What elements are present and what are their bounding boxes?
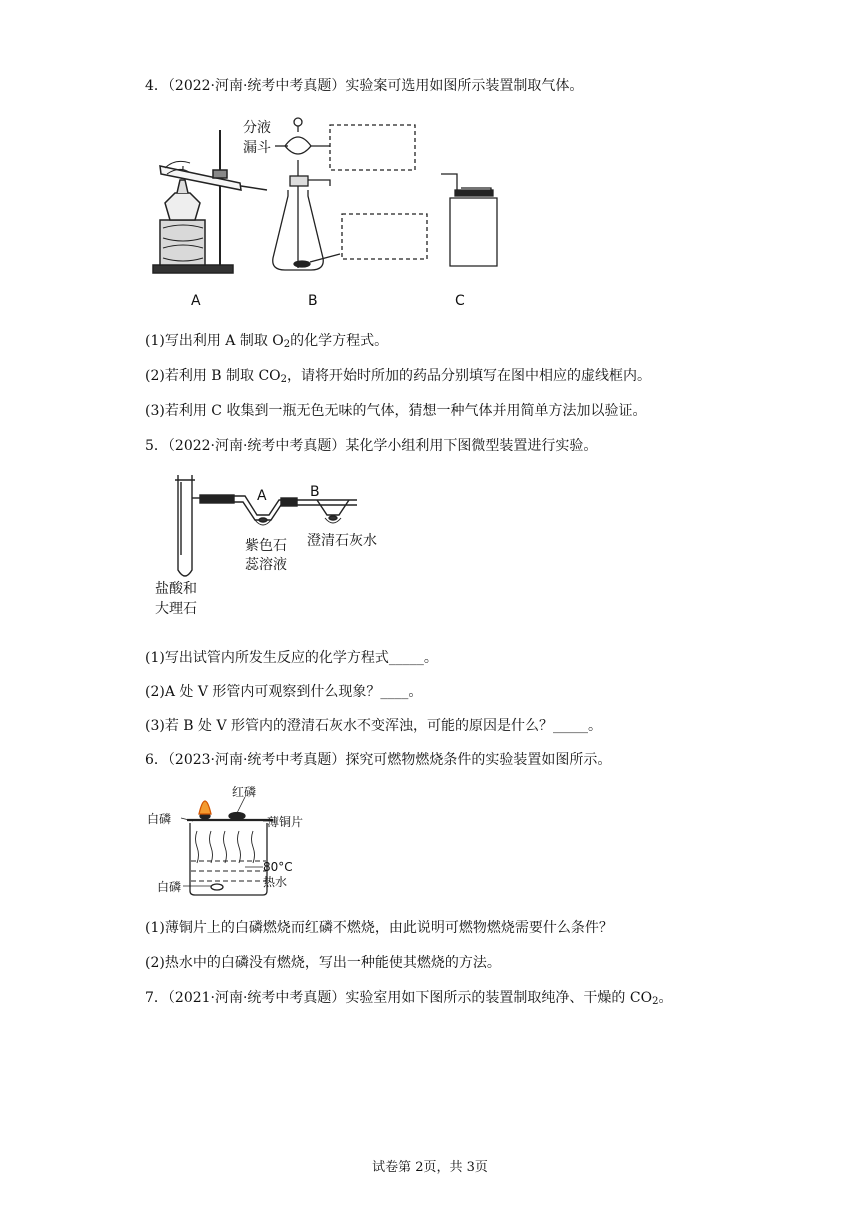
- litmus-label-1: 紫色石: [245, 538, 287, 554]
- q6-stem: 6．（2023·河南·统考中考真题）探究可燃物燃烧条件的实验装置如图所示。: [145, 752, 612, 768]
- q4-figure: [145, 108, 515, 313]
- q6-figure: [145, 783, 320, 898]
- page-footer: 试卷第 2页，共 3页: [372, 1160, 488, 1175]
- funnel-label-1: 分液: [243, 120, 271, 136]
- q6-sub1: (1)薄铜片上的白磷燃烧而红磷不燃烧，由此说明可燃物燃烧需要什么条件？: [145, 920, 613, 936]
- apparatus-b: [243, 118, 427, 270]
- q6-sub2: (2)热水中的白磷没有燃烧，写出一种能使其燃烧的方法。: [145, 955, 501, 971]
- q5-sub3: (3)若 B 处 V 形管内的澄清石灰水不变浑浊，可能的原因是什么？_____。: [145, 718, 603, 734]
- acid-label-2: 大理石: [155, 601, 197, 617]
- red-phosphorus-label: 红磷: [232, 785, 257, 799]
- q7-stem: 7．（2021·河南·统考中考真题）实验室用如下图所示的装置制取纯净、干燥的 $CO_2$。: [145, 990, 673, 1007]
- q5-figure: [145, 470, 405, 625]
- v-label-a: A: [257, 488, 267, 504]
- q5-stem: 5．（2022·河南·统考中考真题）某化学小组利用下图微型装置进行实验。: [145, 438, 598, 454]
- white-phosphorus-top-label: 白磷: [147, 812, 172, 826]
- temperature-label: 80°C: [263, 860, 293, 874]
- copper-sheet-label: 薄铜片: [267, 815, 304, 829]
- q5-sub1: (1)写出试管内所发生反应的化学方程式_____。: [145, 650, 438, 666]
- v-label-b: B: [310, 484, 320, 500]
- label-b: B: [308, 293, 318, 309]
- q4-sub1: (1)写出利用 A 制取 $O_2$的化学方程式。: [145, 333, 389, 350]
- funnel-label-2: 漏斗: [243, 140, 271, 156]
- label-a: A: [191, 293, 201, 309]
- q4-sub2: (2)若利用 B 制取 $CO_2$，请将开始时所加的药品分别填写在图中相应的虚线框内。: [145, 368, 652, 385]
- litmus-label-2: 蕊溶液: [245, 557, 287, 573]
- dashed-box-top: [330, 125, 415, 170]
- limewater-label: 澄清石灰水: [307, 533, 377, 549]
- q4-stem: 4．（2022·河南·统考中考真题）实验案可选用如图所示装置制取气体。: [145, 78, 584, 94]
- label-c: C: [455, 293, 465, 309]
- white-phosphorus-bottom-label: 白磷: [157, 880, 182, 894]
- hot-water-label: 热水: [263, 875, 288, 889]
- apparatus-c: [441, 174, 497, 266]
- dashed-box-bottom: [342, 214, 427, 259]
- q4-sub3: (3)若利用 C 收集到一瓶无色无味的气体，猜想一种气体并用简单方法加以验证。: [145, 403, 647, 419]
- q5-sub2: (2)A 处 V 形管内可观察到什么现象？____。: [145, 684, 423, 700]
- acid-label-1: 盐酸和: [155, 581, 197, 597]
